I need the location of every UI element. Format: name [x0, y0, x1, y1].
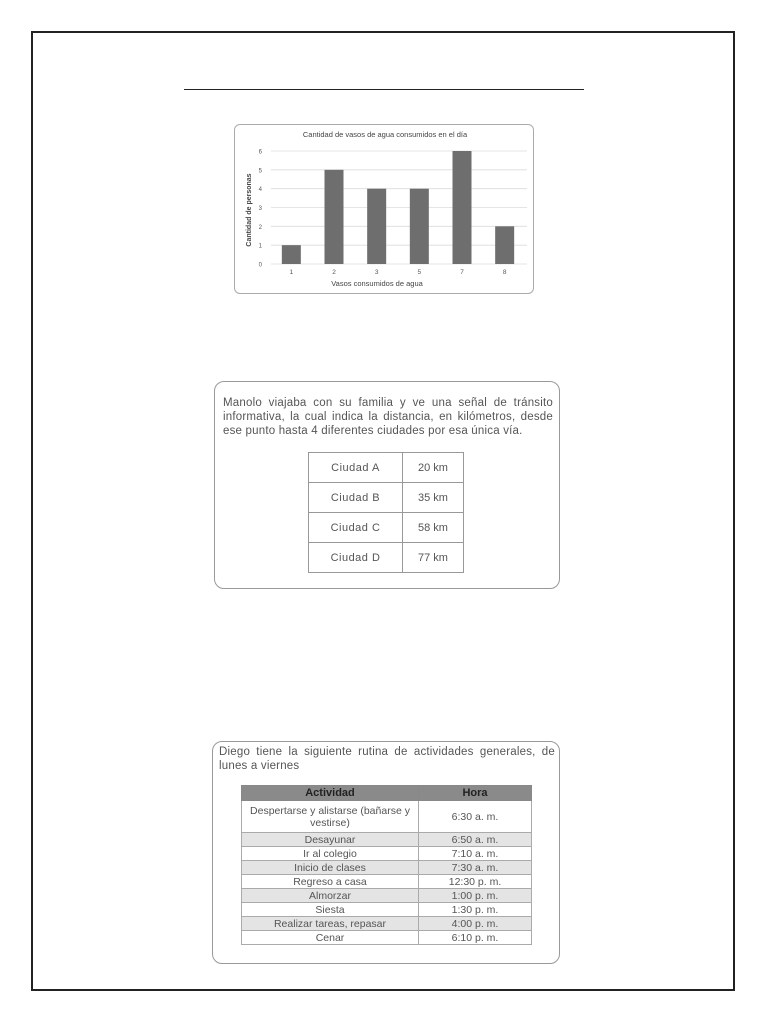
routine-card [212, 741, 560, 964]
y-tick-label: 0 [258, 262, 262, 269]
activity-cell: Regreso a casa [242, 875, 419, 889]
city-problem-text: Manolo viajaba con su familia y ve una señal de tránsito informativa, la cual indica la distancia, en kilómetros, desde ese punto hasta 4 diferentes ciudades por esa única vía. [223, 397, 553, 437]
table-row [309, 543, 464, 573]
bar-chart-card [234, 124, 534, 294]
x-tick-label: 7 [460, 269, 464, 276]
activity-cell: Cenar [242, 931, 419, 945]
table-row [309, 513, 464, 543]
activity-cell: Siesta [242, 903, 419, 917]
activity-cell: Desayunar [242, 833, 419, 847]
time-cell: 7:30 a. m. [419, 861, 532, 875]
bar-chart [235, 125, 535, 295]
x-tick-label: 5 [417, 269, 422, 276]
table-row [309, 483, 464, 513]
bar [453, 151, 472, 264]
bar [367, 189, 386, 264]
x-tick-label: 3 [374, 269, 379, 276]
table-header-row [242, 786, 532, 801]
table-row [242, 833, 532, 847]
time-cell: 7:10 a. m. [419, 847, 532, 861]
x-tick-label: 1 [289, 269, 294, 276]
time-cell: 4:00 p. m. [419, 917, 532, 931]
city-distance: 35 km [403, 483, 464, 513]
city-name: Ciudad C [309, 513, 403, 543]
activity-cell: Realizar tareas, repasar [242, 917, 419, 931]
activity-cell: Inicio de clases [242, 861, 419, 875]
table-row [242, 847, 532, 861]
y-tick-label: 1 [258, 243, 262, 250]
activity-header: Actividad [242, 786, 419, 801]
bar [495, 226, 514, 264]
city-distance: 58 km [403, 513, 464, 543]
city-name: Ciudad A [309, 453, 403, 483]
city-distance: 20 km [403, 453, 464, 483]
chart-x-axis-label: Vasos consumidos de agua [331, 279, 423, 288]
routine-table [241, 785, 532, 945]
city-distance: 77 km [403, 543, 464, 573]
activity-cell: Almorzar [242, 889, 419, 903]
table-row [242, 931, 532, 945]
bar [410, 189, 429, 264]
time-cell: 6:30 a. m. [419, 801, 532, 833]
table-row [242, 917, 532, 931]
bar [325, 170, 344, 264]
city-distance-table [308, 452, 464, 573]
city-distance-card [214, 381, 560, 589]
y-tick-label: 4 [258, 187, 262, 194]
table-row [309, 453, 464, 483]
time-cell: 1:00 p. m. [419, 889, 532, 903]
y-tick-label: 3 [258, 206, 262, 212]
time-cell: 12:30 p. m. [419, 875, 532, 889]
chart-title: Cantidad de vasos de agua consumidos en el día [302, 130, 468, 139]
time-cell: 1:30 p. m. [419, 903, 532, 917]
time-cell: 6:10 p. m. [419, 931, 532, 945]
y-tick-label: 5 [258, 168, 262, 175]
activity-cell: Despertarse y alistarse (bañarse y vestirse) [242, 801, 419, 833]
y-tick-label: 2 [258, 224, 262, 231]
chart-y-axis-label: Cantidad de personas [246, 173, 253, 247]
bar [282, 245, 301, 264]
activity-cell: Ir al colegio [242, 847, 419, 861]
table-row [242, 861, 532, 875]
table-row [242, 875, 532, 889]
city-name: Ciudad D [309, 543, 403, 573]
routine-problem-text: Diego tiene la siguiente rutina de actividades generales, de lunes a viernes [219, 746, 555, 772]
table-row [242, 801, 532, 833]
header-rule [184, 89, 584, 90]
city-name: Ciudad B [309, 483, 403, 513]
time-header: Hora [419, 786, 532, 801]
x-tick-label: 2 [332, 269, 336, 276]
time-cell: 6:50 a. m. [419, 833, 532, 847]
table-row [242, 889, 532, 903]
x-tick-label: 8 [502, 269, 507, 276]
y-tick-label: 6 [258, 149, 262, 156]
table-row [242, 903, 532, 917]
